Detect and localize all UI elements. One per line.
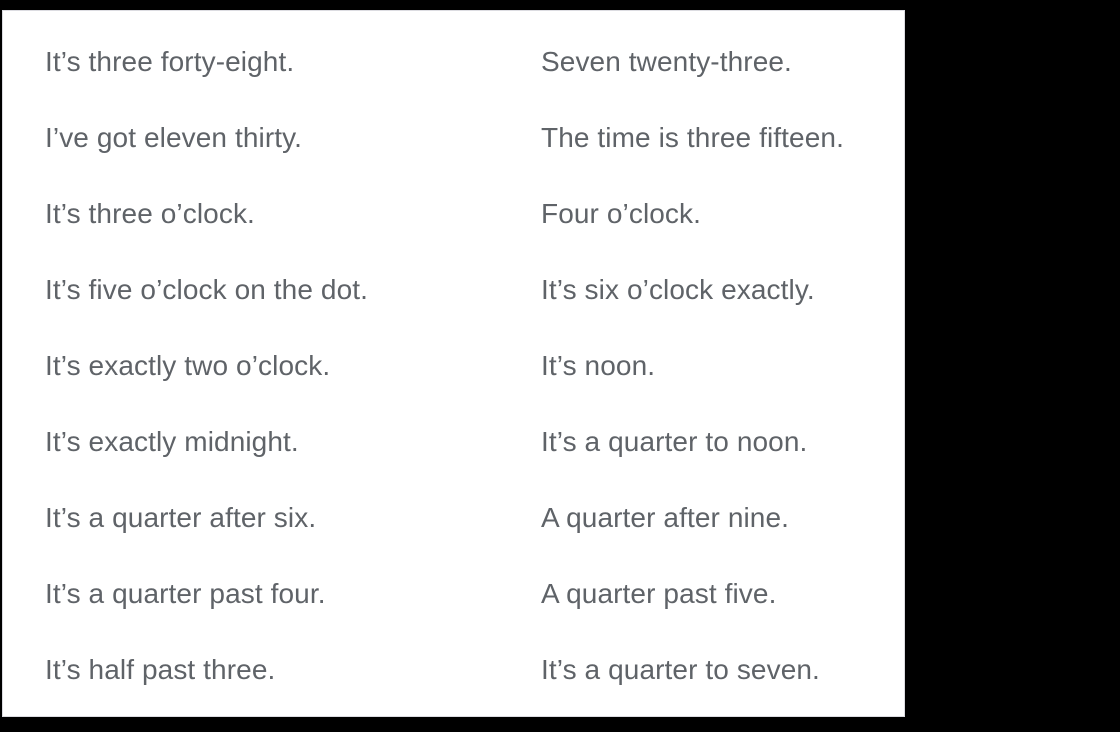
phrase-row: [45, 328, 904, 404]
phrase-text: It’s a quarter after six.: [45, 502, 317, 534]
phrase-text: It’s noon.: [541, 350, 656, 382]
phrase-row: [45, 24, 904, 100]
phrase-row: [45, 480, 904, 556]
phrase-text: A quarter past five.: [541, 578, 777, 610]
phrase-row: [45, 404, 904, 480]
phrase-text: It’s exactly midnight.: [45, 426, 299, 458]
phrase-text: Four o’clock.: [541, 198, 702, 230]
content-card: [2, 10, 905, 717]
phrase-row: [45, 632, 904, 708]
phrase-text: Seven twenty-three.: [541, 46, 792, 78]
phrase-text: The time is three fifteen.: [541, 122, 844, 154]
phrase-text: It’s three o’clock.: [45, 198, 255, 230]
phrase-text: It’s three forty-eight.: [45, 46, 295, 78]
phrase-row: [45, 176, 904, 252]
phrase-text: It’s a quarter past four.: [45, 578, 326, 610]
phrase-text: It’s a quarter to seven.: [541, 654, 820, 686]
phrase-text: I’ve got eleven thirty.: [45, 122, 303, 154]
phrase-row: [45, 252, 904, 328]
phrase-row: [45, 100, 904, 176]
phrase-text: It’s exactly two o’clock.: [45, 350, 331, 382]
phrase-row: [45, 556, 904, 632]
phrase-text: It’s half past three.: [45, 654, 276, 686]
phrase-text: It’s five o’clock on the dot.: [45, 274, 368, 306]
phrase-text: It’s a quarter to noon.: [541, 426, 808, 458]
phrase-text: A quarter after nine.: [541, 502, 790, 534]
phrase-text: It’s six o’clock exactly.: [541, 274, 815, 306]
